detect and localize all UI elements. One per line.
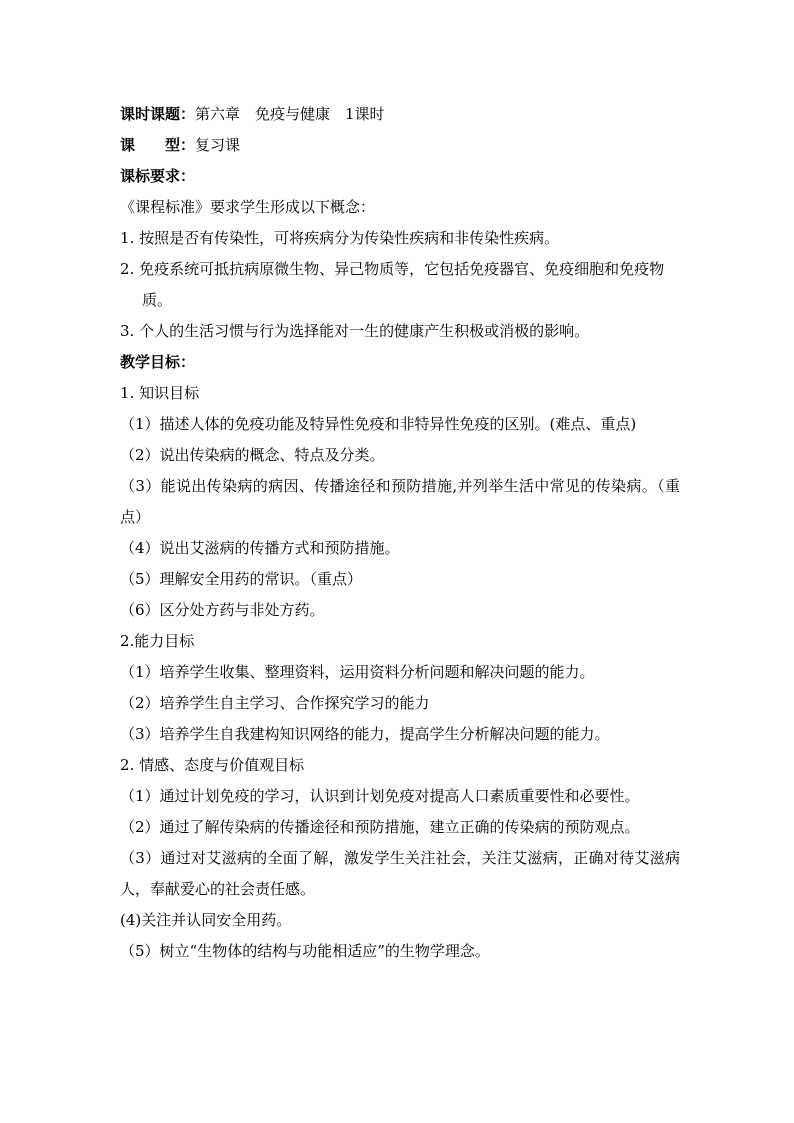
standards-heading: 课标要求： xyxy=(120,167,196,185)
ability-goal-item: （3）培养学生自我建构知识网络的能力，提高学生分析解决问题的能力。 xyxy=(120,725,610,743)
knowledge-goal-item: （1）描述人体的免疫功能及特异性免疫和非特异性免疫的区别。(难点、重点) xyxy=(120,415,637,433)
goals-heading: 教学目标： xyxy=(120,353,196,371)
ability-goal-item: （1）培养学生收集、整理资料，运用资料分析问题和解决问题的能力。 xyxy=(120,663,595,681)
emotion-goal-item: （3）通过对艾滋病的全面了解，激发学生关注社会，关注艾滋病，正确对待艾滋病人，奉献爱心的社会责任感。 xyxy=(120,849,680,898)
knowledge-goal-item: （3）能说出传染病的病因、传播途径和预防措施,并列举生活中常见的传染病。（重点） xyxy=(120,477,680,526)
knowledge-goal-item: （6）区分处方药与非处方药。 xyxy=(120,601,325,619)
emotion-goal-item: （2）通过了解传染病的传播途径和预防措施，建立正确的传染病的预防观点。 xyxy=(120,818,640,836)
topic-row xyxy=(120,99,680,130)
knowledge-goal-item: （2）说出传染病的概念、特点及分类。 xyxy=(120,446,385,464)
ability-goal-item: （2）培养学生自主学习、合作探究学习的能力 xyxy=(120,694,430,712)
knowledge-goal-item: （4）说出艾滋病的传播方式和预防措施。 xyxy=(120,539,400,557)
standards-intro: 《课程标准》要求学生形成以下概念： xyxy=(120,198,376,216)
knowledge-goals-title: 1. 知识目标 xyxy=(120,384,200,402)
ability-goals-title: 2.能力目标 xyxy=(120,632,195,650)
standard-item: 2. 免疫系统可抵抗病原微生物、异己物质等，它包括免疫器官、免疫细胞和免疫物质。 xyxy=(120,260,665,309)
type-row xyxy=(120,130,680,161)
standard-item: 3. 个人的生活习惯与行为选择能对一生的健康产生积极或消极的影响。 xyxy=(120,322,590,340)
type-label: 课 型： xyxy=(120,136,196,154)
emotion-goal-item: （5）树立“生物体的结构与功能相适应”的生物学理念。 xyxy=(120,942,490,960)
emotion-goals-title: 2. 情感、态度与价值观目标 xyxy=(120,756,305,774)
lesson-plan-document xyxy=(120,99,680,967)
standard-item: 1. 按照是否有传染性，可将疾病分为传染性疾病和非传染性疾病。 xyxy=(120,229,560,247)
emotion-goal-item: （1）通过计划免疫的学习，认识到计划免疫对提高人口素质重要性和必要性。 xyxy=(120,787,640,805)
type-value: 复习课 xyxy=(195,136,241,154)
topic-label: 课时课题： xyxy=(120,105,196,123)
topic-value: 第六章 免疫与健康 1课时 xyxy=(195,105,385,123)
knowledge-goal-item: （5）理解安全用药的常识。（重点） xyxy=(120,570,363,588)
emotion-goal-item: (4)关注并认同安全用药。 xyxy=(120,911,292,929)
